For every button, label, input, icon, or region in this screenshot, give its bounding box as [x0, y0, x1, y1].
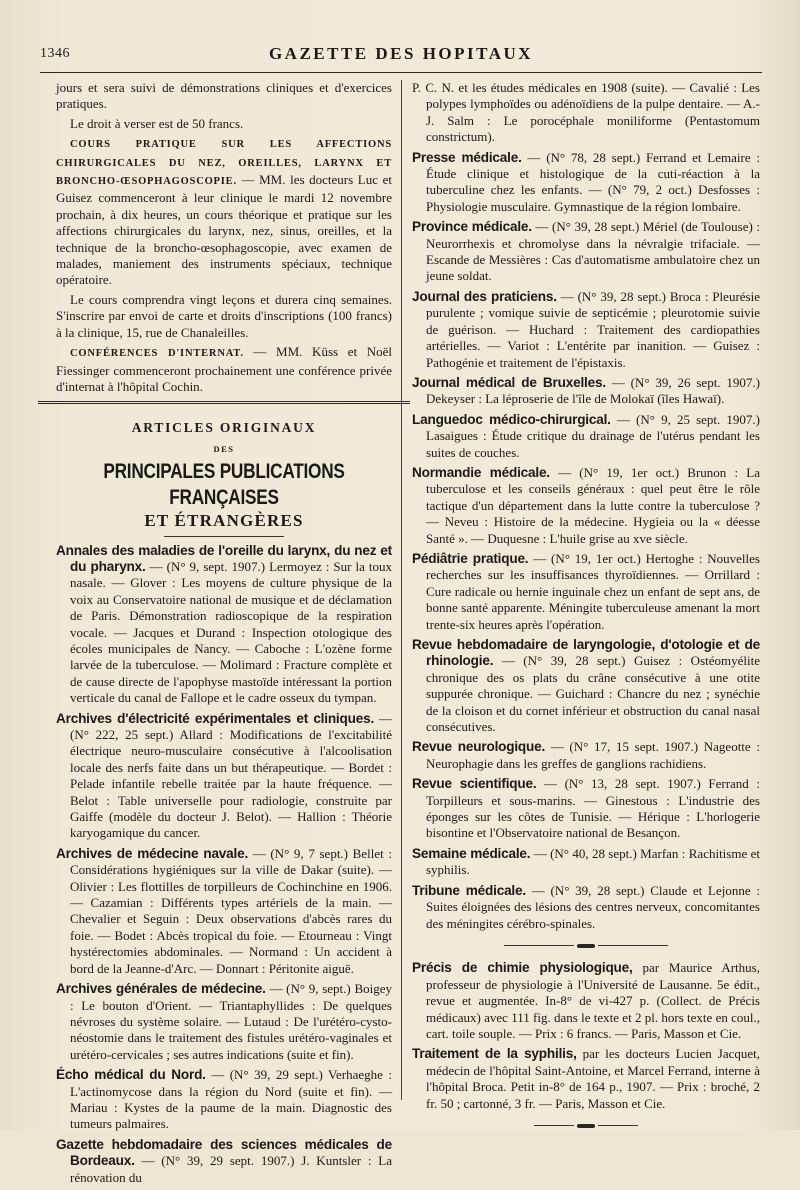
journal-entry: [412, 776, 760, 842]
journal-text: — (N° 17, 15 sept. 1907.) Nageotte : Neurophagie dans les greffes de ganglions rachidiens.: [426, 739, 760, 771]
conference-text: — MM. Küss et Noël Fiessinger commenceront prochainement une conférence privée d'internat à l'hôpital Cochin.: [56, 344, 392, 394]
journal-title: Semaine médicale.: [412, 845, 531, 861]
left-entry-list: [56, 543, 392, 1186]
newspaper-title: GAZETTE DES HOPITAUX: [268, 44, 534, 63]
page-header: [40, 42, 762, 66]
journal-text: — (N° 39, 28 sept.) Guisez : Ostéomyélite chronique des os plats du crâne consécutive à une otite suppurée chronique. — Guichard : Chancre du nez ; synéchie de la cloison et du cornet inférieur et obstruction du canal nasal consécutives.: [426, 653, 760, 735]
journal-text: P. C. N. et les études médicales en 1908 (suite). — Cavalié : Les polypes lymphoïdes ou adénoïdiens de la pulpe dentaire. — A.-J. Salm : Le porocéphale moniliforme (Pentastomum constrictum).: [412, 80, 760, 145]
book-entry: [412, 960, 760, 1042]
journal-entry: [412, 846, 760, 879]
journal-text: — (N° 39, 26 sept. 1907.) Dekeyser : La léproserie de l'île de Molokaï (îles Hawaï).: [426, 374, 760, 407]
section-heading-foreign: ET ÉTRANGÈRES: [144, 511, 304, 531]
journal-text: — (N° 39, 28 sept.) Broca : Pleurésie purulente ; vomique suivie de septicémie ; pleurotomie suivie de guérison. — Huchard : Traitement des cardiopathies artérielles. — Variot : L'entérite par inanition. — Guisez : Pathogénie et traitement de l'épistaxis.: [426, 288, 760, 370]
journal-title: Normandie médicale.: [412, 464, 550, 480]
journal-entry: [412, 883, 760, 932]
journal-title: Journal médical de Bruxelles.: [412, 374, 606, 390]
conference-heading: CONFÉRENCES D'INTERNAT.: [70, 348, 244, 360]
course-heading: COURS PRATIQUE SUR LES AFFECTIONS CHIRURGICALES DU NEZ, OREILLES, LARYNX ET BRONCHO-ŒSOPHAGOSCOPIE.: [56, 139, 392, 188]
header-rule: [40, 72, 762, 73]
conference-notice: [56, 344, 392, 395]
journal-title: Presse médicale.: [412, 149, 522, 165]
journal-entry: [412, 289, 760, 371]
section-divider: [38, 401, 410, 404]
journal-text: — (N° 78, 28 sept.) Ferrand et Lemaire : Étude clinique et histologique de la cuti-réaction à la tuberculine chez les enfants. — (N° 79, 2 oct.) Desfosses : Physiologie musculaire. Gymnastique de la région lombaire.: [426, 149, 760, 214]
heading-rule: [164, 536, 284, 537]
page-number: 1346: [40, 46, 70, 61]
journal-entry: [412, 637, 760, 735]
journal-text: — (N° 39, 28 sept.) Claude et Lejonne : Suites éloignées des lésions des centres nerveux, concomitantes des méningites cérébro-spinales.: [426, 882, 760, 931]
journal-title: Écho médical du Nord.: [56, 1067, 206, 1083]
journal-text: — (N° 9, sept.) Boigey : Le bouton d'Orient. — Triantaphyllides : De quelques névroses du système solaire. — Lutaud : De l'urétéro-cysto-néostomie dans le traitement des fistules urétéro-vaginales et urétéro-cervicales ; ses autres indications (suite et fin).: [70, 981, 392, 1062]
journal-title: Languedoc médico-chirurgical.: [412, 411, 611, 427]
journal-title: Archives de médecine navale.: [56, 845, 249, 861]
journal-text: — (N° 19, 1er oct.) Brunon : La tuberculose et les conseils généraux : quel peut être le rôle tactique d'un département dans la lutte contre la tuberculose ? — Neveu : Histoire de la médecine. Hygieia ou la « déesse Santé ». — Duquesne : L'huile grise au xve siècle.: [426, 464, 760, 546]
right-column: [412, 80, 760, 1140]
section-heading-des: DES: [213, 443, 235, 454]
journal-entry: [412, 551, 760, 633]
journal-entry: [412, 219, 760, 285]
journal-title: Revue neurologique.: [412, 739, 546, 755]
journal-title: Journal des praticiens.: [412, 288, 557, 304]
journal-title: Archives générales de médecine.: [56, 981, 266, 997]
book-title: Traitement de la syphilis,: [412, 1046, 577, 1062]
book-list: [412, 960, 760, 1112]
journal-title: Province médicale.: [412, 219, 532, 235]
journal-entry: [56, 981, 392, 1063]
journal-entry: [56, 543, 392, 707]
journal-text: — (N° 222, 25 sept.) Allard : Modifications de l'excitabilité électrique neuro-musculaire consécutive à l'alcoolisation locale des nerfs faite dans un but thérapeutique. — Bordet : Pelade infantile rebelle traitée par la haute fréquence. — Belot : Table universelle pour radiologie, construite par Gaiffe (modèle du docteur J. Belot). — Hallion : Théorie karyogamique du cancer.: [70, 710, 393, 841]
journal-entry: [56, 846, 392, 977]
journal-title: Pédiâtrie pratique.: [412, 550, 529, 566]
ornament-divider: [412, 938, 760, 954]
journal-title: Gazette hebdomadaire des sciences médicales de Bordeaux.: [56, 1136, 392, 1169]
journal-text: — (N° 39, 29 sept. 1907.) J. Kuntsler : La rénovation du: [70, 1153, 392, 1185]
journal-text: — (N° 40, 28 sept.) Marfan : Rachitisme et syphilis.: [426, 845, 760, 878]
journal-entry: [412, 375, 760, 408]
book-text: par Maurice Arthus, professeur de physiologie à l'Université de Lausanne. 5e édit., revue et augmentée. In-8° de vi-427 p. (Collect. de Précis médicaux) avec 111 fig. dans le texte et 2 pl. hors texte en coul., cart. toile souple. — Prix : 6 francs. — Paris, Masson et Cie.: [426, 960, 760, 1041]
column-rule: [401, 80, 402, 1100]
journal-text: — (N° 13, 28 sept. 1907.) Ferrand : Torpilleurs et sous-marins. — Ginestous : L'industrie des éponges sur les côtes de Tunisie. — Hérique : L'horlogerie bisontine et l'Observatoire national de Besançon.: [426, 776, 760, 841]
journal-text: — (N° 9, sept. 1907.) Lermoyez : Sur la toux nasale. — Glover : Les moyens de culture physique de la voix au Conservatoire national de musique et de déclamation de Paris. Démonstration radioscopique de la respiration vocale. — Jacques et Durand : Inspection otologique des écoles municipales de Nancy. — Caboche : L'ozène forme larvée de la tuberculose. — Molimard : Fracture complète et de cause directe de l'apophyse mastoïde intéressant la portion verticale du canal de Fallope et le cadre osseux du tympan.: [70, 558, 393, 706]
journal-entry: [412, 465, 760, 547]
journal-text: — (N° 39, 29 sept.) Verhaeghe : L'actinomycose dans la région du Nord (suite et fin). — Mariau : Kystes de la paume de la main. Diagnostic des tumeurs palmaires.: [70, 1067, 392, 1132]
journal-entry: [56, 1067, 392, 1133]
journal-entry: [412, 150, 760, 216]
journal-entry: [56, 1137, 392, 1186]
journal-text: — (N° 9, 25 sept. 1907.) Lasaigues : Étude critique du drainage de l'utérus pendant les suites de couches.: [426, 411, 760, 460]
right-entry-list: [412, 80, 760, 932]
journal-entry: [412, 412, 760, 461]
journal-text: — (N° 19, 1er oct.) Hertoghe : Nouvelles recherches sur les insuffisances thyroïdiennes. — Orrillard : Cure radicale ou hernie inguinale chez un enfant de sept ans, de bonne santé apparente. Méningite tuberculeuse amenant la mort trente-six heures après l'opération.: [426, 550, 760, 632]
journal-title: Tribune médicale.: [412, 882, 526, 898]
intro-paragraph: jours et sera suivi de démonstrations cliniques et d'exercices pratiques.: [56, 80, 392, 112]
course-text-2: Le cours comprendra vingt leçons et durera cinq semaines. S'inscrire par envoi de carte et droits d'inscriptions (100 francs) à la clinique, 15, rue de Chanaleilles.: [56, 291, 392, 340]
journal-title: Revue scientifique.: [412, 776, 537, 792]
journal-title: Archives d'électricité expérimentales et cliniques.: [56, 710, 375, 726]
section-heading-publications: PRINCIPALES PUBLICATIONS FRANÇAISES: [103, 460, 345, 510]
journal-text: — (N° 9, 7 sept.) Bellet : Considérations hygiéniques sur la ville de Dakar (suite). — Olivier : Les flottilles de torpilleurs de Cochinchine en 1906. — Cazamian : Différents types artériels de la main. — Chevalier et Seguin : Deux observations d'abcès rares du foie. — Bodet : Abcès tropical du foie. — Etourneau : Vingt hystérectomies abdominales. — Normand : Un accident à bord de la Jeanne-d'Arc. — Donnart : Péritonite aiguë.: [70, 845, 392, 976]
journal-title: Revue hebdomadaire de laryngologie, d'otologie et de rhinologie.: [412, 637, 760, 669]
book-text: par les docteurs Lucien Jacquet, médecin de l'hôpital Saint-Antoine, et Marcel Ferrand, interne à l'hôpital Broca. Petit in-8° de 164 p., 1907. — Prix : broché, 2 fr. 50 ; cartonné, 3 fr. — Paris, Masson et Cie.: [426, 1046, 760, 1111]
course-text: — MM. les docteurs Luc et Guisez commenceront à leur clinique le mardi 12 novembre prochain, à dix heures, un cours théorique et pratique sur les affections chirurgicales du larynx, nez, sinus, oreilles, et la technique de la broncho-œsophagoscopie, avec examen de malades, maniement des instruments spéciaux, technique opératoire.: [56, 172, 392, 288]
book-title: Précis de chimie physiologique,: [412, 960, 633, 976]
intro-fee: Le droit à verser est de 50 francs.: [70, 115, 244, 131]
book-entry: [412, 1046, 760, 1112]
journal-entry: [56, 711, 392, 842]
journal-entry: [412, 80, 760, 146]
ornament-divider-end: [412, 1118, 760, 1134]
journal-title: Annales des maladies de l'oreille du larynx, du nez et du pharynx.: [56, 542, 392, 574]
section-heading-articles: ARTICLES ORIGINAUX: [131, 420, 317, 436]
journal-text: — (N° 39, 28 sept.) Mériel (de Toulouse) : Neurorrhexis et chromolyse dans la névralgie trifaciale. — Escande de Messières : Cas d'automatisme ambulatoire chez un jeune soldat.: [426, 219, 760, 284]
course-notice: [56, 135, 392, 289]
journal-entry: [412, 739, 760, 772]
left-column: [56, 80, 392, 1190]
